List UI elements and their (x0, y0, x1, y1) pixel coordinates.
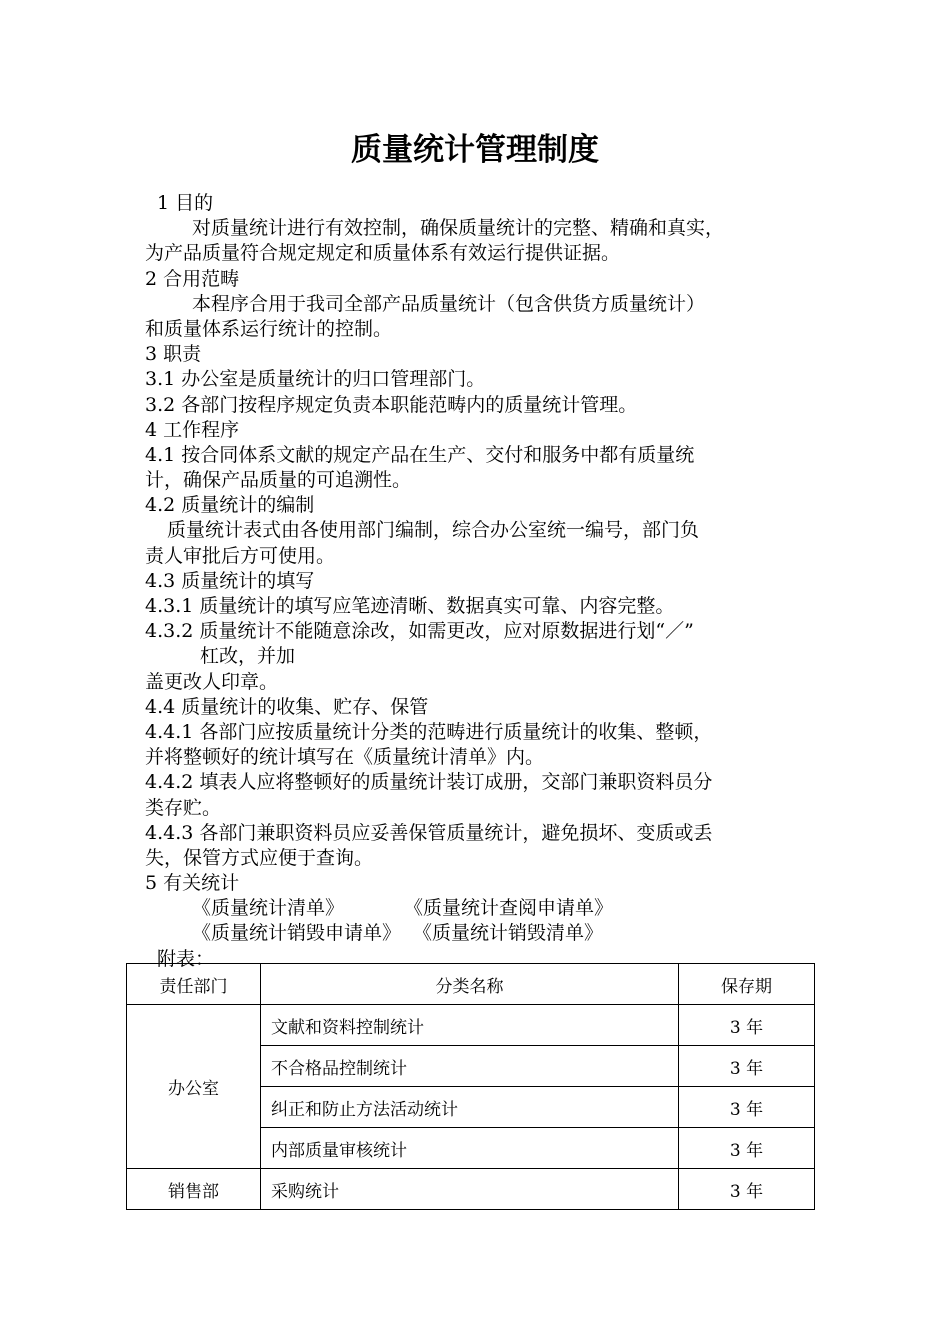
related-records-line (145, 921, 810, 946)
retention-cell: 3 年 (679, 1128, 815, 1169)
related-record: 《质量统计查阅申请单》 (404, 897, 614, 920)
paragraph-line: 盖更改人印章。 (145, 670, 279, 693)
paragraph-line: 4.4.2 填表人应将整顿好的质量统计装订成册，交部门兼职资料员分 (145, 771, 713, 794)
paragraph-line: 3.2 各部门按程序规定负责本职能范畴内的质量统计管理。 (145, 393, 638, 416)
paragraph-line: 类存贮。 (145, 796, 222, 819)
retention-table (126, 963, 815, 1210)
section-heading: 2 合用范畴 (145, 267, 240, 290)
related-record: 《质量统计销毁申请单》 (192, 922, 402, 945)
subsection-heading: 4.3 质量统计的填写 (145, 569, 315, 592)
department-cell: 办公室 (127, 1005, 261, 1169)
table-row (127, 1169, 815, 1210)
retention-cell: 3 年 (679, 1087, 815, 1128)
retention-cell: 3 年 (679, 1046, 815, 1087)
document-title: 质量统计管理制度 (351, 132, 599, 168)
column-header: 责任部门 (127, 964, 261, 1005)
paragraph-line: 4.3.2 质量统计不能随意涂改，如需更改，应对原数据进行划“／” (145, 620, 694, 643)
retention-cell: 3 年 (679, 1005, 815, 1046)
document-body (145, 191, 810, 972)
table-header-row (127, 964, 815, 1005)
paragraph-line: 和质量体系运行统计的控制。 (145, 317, 393, 340)
related-records-line (145, 896, 810, 921)
paragraph-line: 失，保管方式应便于查询。 (145, 846, 374, 869)
paragraph-line: 质量统计表式由各使用部门编制，综合办公室统一编号，部门负 (167, 519, 700, 542)
appendix-label: 附表： (157, 947, 215, 970)
paragraph-line: 计，确保产品质量的可追溯性。 (145, 469, 412, 492)
table-row (127, 1005, 815, 1046)
category-cell: 内部质量审核统计 (261, 1128, 679, 1169)
column-header: 保存期 (679, 964, 815, 1005)
column-header: 分类名称 (261, 964, 679, 1005)
paragraph-line: 4.4.1 各部门应按质量统计分类的范畴进行质量统计的收集、整顿， (145, 720, 713, 743)
section-heading: 3 职责 (145, 343, 202, 366)
paragraph-line: 3.1 办公室是质量统计的归口管理部门。 (145, 368, 486, 391)
category-cell: 文献和资料控制统计 (261, 1005, 679, 1046)
category-cell: 纠正和防止方法活动统计 (261, 1087, 679, 1128)
section-heading: 1 目的 (157, 192, 214, 214)
retention-cell: 3 年 (679, 1169, 815, 1210)
subsection-heading: 4.2 质量统计的编制 (145, 494, 315, 517)
related-record: 《质量统计销毁清单》 (413, 922, 604, 945)
paragraph-line: 4.1 按合同体系文献的规定产品在生产、交付和服务中都有质量统 (145, 443, 695, 466)
related-record: 《质量统计清单》 (192, 897, 345, 920)
paragraph-line: 对质量统计进行有效控制，确保质量统计的完整、精确和真实， (192, 217, 725, 240)
section-heading: 5 有关统计 (145, 872, 240, 895)
paragraph-line: 本程序合用于我司全部产品质量统计（包含供货方质量统计） (192, 292, 706, 315)
category-cell: 不合格品控制统计 (261, 1046, 679, 1087)
department-cell: 销售部 (127, 1169, 261, 1210)
subsection-heading: 4.4 质量统计的收集、贮存、保管 (145, 695, 429, 718)
paragraph-line: 责人审批后方可使用。 (145, 544, 336, 567)
section-heading: 4 工作程序 (145, 418, 240, 441)
paragraph-line: 杠改，并加 (200, 645, 296, 668)
paragraph-line: 4.4.3 各部门兼职资料员应妥善保管质量统计，避免损坏、变质或丢 (145, 821, 713, 844)
paragraph-line: 为产品质量符合规定规定和质量体系有效运行提供证据。 (145, 242, 621, 265)
paragraph-line: 并将整顿好的统计填写在《质量统计清单》内。 (145, 746, 545, 769)
paragraph-line: 4.3.1 质量统计的填写应笔迹清晰、数据真实可靠、内容完整。 (145, 595, 675, 617)
category-cell: 采购统计 (261, 1169, 679, 1210)
